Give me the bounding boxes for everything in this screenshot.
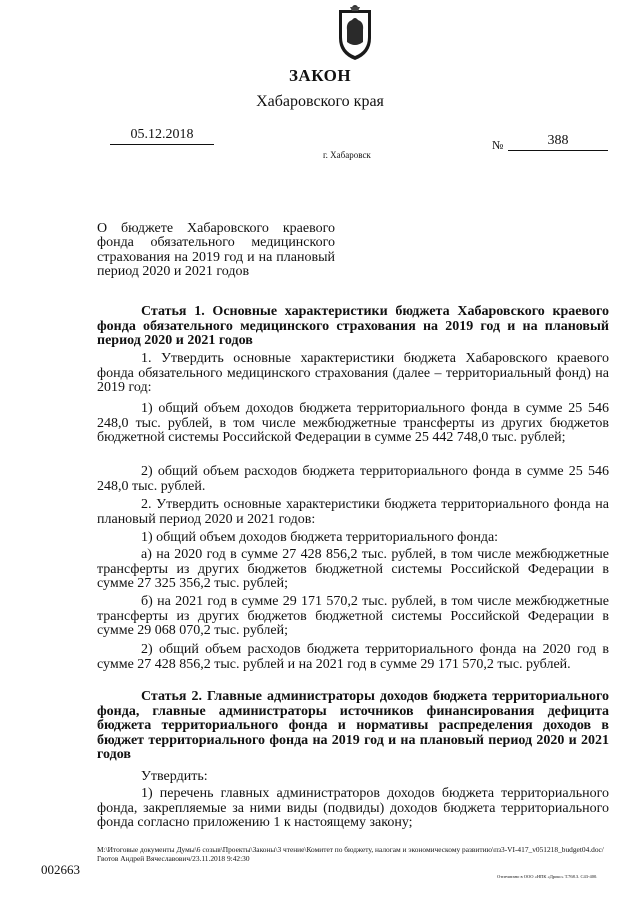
article1-paragraph: 1) общий объем доходов бюджета территориального фонда в сумме 25 546 248,0 тыс. рублей, в том числе межбюджетные трансферты из других бюджетов бюджетной системы Российской Федерации в сумме 25 442 748,0 тыс. рублей; [97,401,609,446]
article1-heading: Статья 1. Основные характеристики бюджета Хабаровского краевого фонда обязательного медицинского страхования на 2019 год и на плановый период 2020 и 2021 годов [97,304,609,349]
article1-paragraph: 1. Утвердить основные характеристики бюджета Хабаровского краевого фонда обязательного медицинского страхования (далее – территориальный фонд) на 2019 год: [97,351,609,396]
article1-paragraph: а) на 2020 год в сумме 27 428 856,2 тыс. рублей, в том числе межбюджетные трансферты из других бюджетов бюджетной системы Российской Федерации в сумме 27 325 356,2 тыс. рублей; [97,547,609,592]
document-subtitle: Хабаровского края [256,93,384,110]
article2-paragraph: 1) перечень главных администраторов доходов бюджета территориального фонда, закрепляемые за ними виды (подвиды) доходов бюджета территориального фонда согласно приложению 1 к настоящему закону; [97,786,609,831]
law-date: 05.12.2018 [110,127,214,145]
document-title: ЗАКОН [288,66,352,85]
article1-paragraph: 2) общий объем расходов бюджета территориального фонда на 2020 год в сумме 27 428 856,2 тыс. рублей и на 2021 год в сумме 29 171 570,2 тыс. рублей. [97,642,609,672]
article2-heading: Статья 2. Главные администраторы доходов бюджета территориального фонда, главные администраторы источников финансирования дефицита бюджета территориального фонда и нормативы распределения доходов в бюджет территориального фонда на 2019 год и на плановый период 2020 и 2021 годов [97,689,609,763]
footer-file-path: M:\Итоговые документы Думы\6 созыв\Проекты\Законы\3 чтение\Комитет по бюджету, налогам и экономическому развитию\пз3-VI-417_v051218_budget04.doc/Гвотов Андрей Вячеславович/23.11.2018 9:42:30 [97,845,604,863]
city-label: г. Хабаровск [323,150,371,160]
document-code: 002663 [41,862,80,877]
article1-paragraph: б) на 2021 год в сумме 29 171 570,2 тыс. рублей, в том числе межбюджетные трансферты из других бюджетов бюджетной системы Российской Федерации в сумме 29 068 070,2 тыс. рублей; [97,594,609,639]
law-subject: О бюджете Хабаровского краевого фонда обязательного медицинского страхования на 2019 год и на плановый период 2020 и 2021 годов [97,221,335,279]
article1-paragraph: 2. Утвердить основные характеристики бюджета территориального фонда на плановый период 2020 и 2021 годов: [97,497,609,527]
coat-of-arms-emblem [334,4,376,62]
law-number: 388 [508,133,608,151]
article2-paragraph: Утвердить: [141,769,208,784]
article1-paragraph: 1) общий объем доходов бюджета территориального фонда: [141,530,499,545]
number-label: № [492,138,504,152]
article1-paragraph: 2) общий объем расходов бюджета территориального фонда в сумме 25 546 248,0 тыс. рублей. [97,464,609,494]
footer-print-note: Отпечатано в ООО «НПК «Дрокс» Т.768.3. С43-400. [497,874,598,879]
